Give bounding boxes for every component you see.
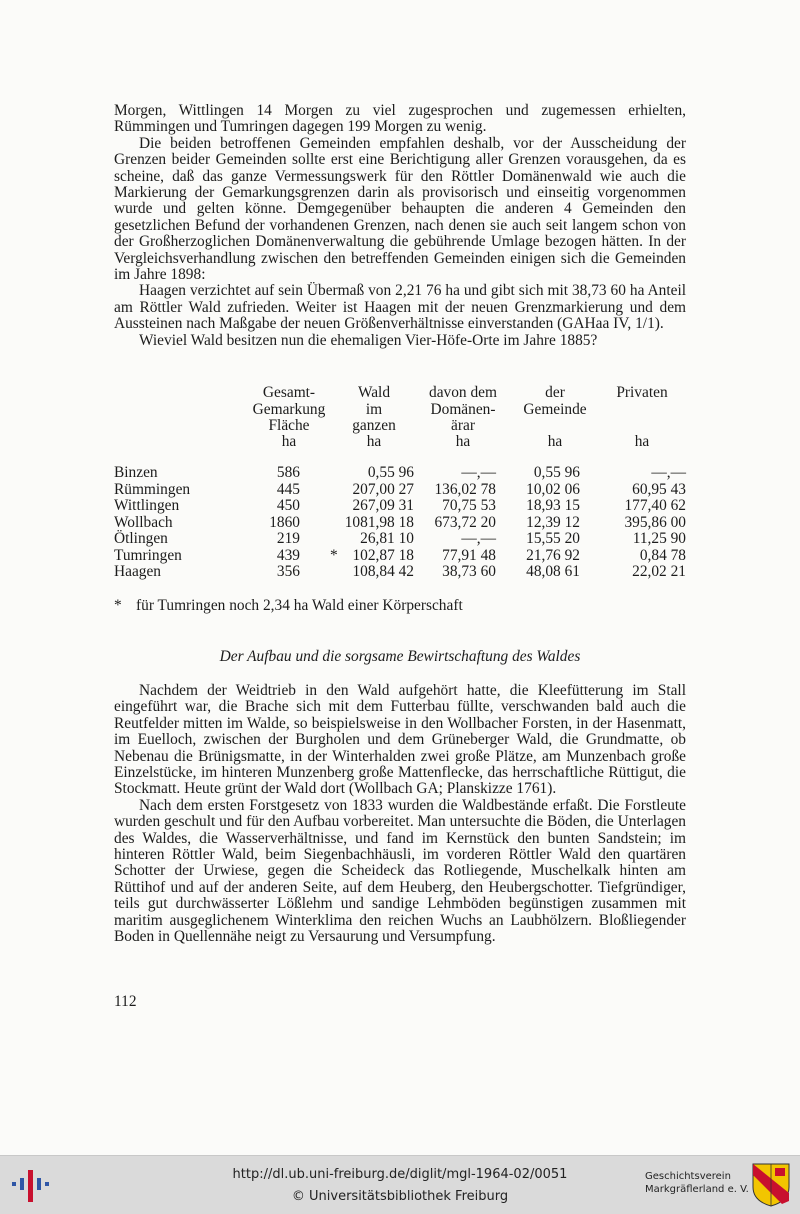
table-row (114, 531, 686, 548)
cell-domaene: 70,75 53 (442, 497, 496, 514)
cell-gemeinde: 15,55 20 (526, 530, 580, 547)
table-row (114, 482, 686, 499)
cell-total: 439 (276, 546, 300, 564)
society-name-line1: Geschichtsverein (645, 1171, 731, 1182)
intro-paragraph: Morgen, Wittlingen 14 Morgen zu viel zugesprochen und zugemessen erhielten, Rümmingen und Tumringen dagegen 199 Morgen zu wenig. (114, 102, 686, 136)
header-wald: Wald im ganzen (352, 384, 396, 434)
body-paragraph: Nach dem ersten Forstgesetz von 1833 wurden die Waldbestände erfaßt. Die Forstleute wurden geschult und für den Aufbau vorbereitet. Man untersuchte die Böden, die Unterlagen des Waldes, die Wasserverhältnisse, und fand im Kernstück den bunten Sandstein; im hinteren Röttler Wald, beim Siegenbachhäusli, im vorderen Röttler Wald den quartären Schotter der Urwiese, gegen die Scheideck das Rotliegende, Muschelkalk hinten am Rüttihof und auf der anderen Seite, auf dem Heuberg, den Heubergschotter. Tiefgründiger, teils gut durchwässerter Lößlehm und sandige Lehmböden begünstigen zusammen mit maritim ausgeglichenem Winterklima den reichen Wuchs an Laubhölzern. Bloßliegender Boden in Quellennähe neigt zu Versaurung und Versumpfung. (114, 796, 686, 946)
table-row (114, 498, 686, 515)
unit-label: ha (547, 433, 563, 450)
cell-wald: 267,09 31 (352, 497, 414, 514)
cell-total: 586 (276, 464, 300, 481)
document-url-link[interactable]: http://dl.ub.uni-freiburg.de/diglit/mgl-1964-02/0051 (232, 1167, 568, 1182)
cell-total: 1860 (269, 513, 300, 531)
cell-domaene: 136,02 78 (434, 480, 496, 498)
cell-privat: 60,95 43 (632, 480, 686, 498)
cell-domaene: —,— (461, 530, 496, 547)
cell-privat: 395,86 00 (624, 513, 686, 531)
section-heading: Der Aufbau und die sorgsame Bewirtschaftung des Waldes (219, 648, 581, 665)
cell-total: 445 (276, 480, 300, 498)
row-name: Binzen (114, 464, 158, 481)
unit-label: ha (455, 433, 471, 450)
intro-question: Wieviel Wald besitzen nun die ehemaligen Vier-Höfe-Orte im Jahre 1885? (139, 331, 598, 349)
header-privaten: Privaten (616, 384, 668, 401)
cell-domaene: 77,91 48 (442, 546, 496, 564)
cell-wald: 207,00 27 (352, 480, 414, 498)
table-row (114, 564, 686, 581)
page-number: 112 (114, 993, 137, 1010)
society-name (645, 1170, 749, 1196)
intro-paragraph: Haagen verzichtet auf sein Übermaß von 2,21 76 ha und gibt sich mit 38,73 60 ha Anteil am Röttler Wald zufrieden. Weiter ist Haagen mit der neuen Grenzmarkierung und dem Aussteinen nach Maßgabe der neuen Größenverhältnisse einverstanden (GAHaa IV, 1/1). (114, 282, 686, 333)
cell-total: 356 (276, 563, 300, 580)
section-body (114, 683, 686, 946)
row-name: Wittlingen (114, 497, 180, 514)
unit-label: ha (281, 433, 297, 450)
footnote-mark: * (330, 546, 338, 564)
cell-gemeinde: 12,39 12 (526, 513, 580, 531)
header-gemeinde: der Gemeinde (523, 384, 587, 418)
row-name: Tumringen (114, 546, 182, 564)
row-name: Rümmingen (114, 480, 191, 498)
viewer-footer (0, 1155, 800, 1214)
header-gesamt: Gesamt- Gemarkung Fläche (252, 384, 326, 434)
cell-wald: 1081,98 18 (344, 513, 414, 531)
cell-domaene: —,— (461, 464, 496, 481)
cell-privat: —,— (651, 464, 686, 481)
table-body (114, 465, 686, 581)
cell-privat: 11,25 90 (632, 530, 686, 547)
copyright-text: © Universitätsbibliothek Freiburg (291, 1189, 509, 1204)
body-paragraph: Nachdem der Weidtrieb in den Wald aufgehört hatte, die Kleefütterung im Stall eingeführt war, die Brache sich mit dem Futterbau füllte, verschwanden bald auch die Reutfelder mitten im Walde, so beispielsweise in den Wollbacher Forsten, in der Hasenmatt, im Euelloch, zwischen der Burgholen und dem Grüneberger Wald, die Grundmatte, ob Nebenau die Brünigsmatte, in der Winterhalden zwei große Plätze, am Munzenbach große Einzelstücke, im hinteren Munzenberg große Mattenflecke, das herrschaftliche Rüttigut, die Stockmatt. Heute grünt der Wald dort (Wollbach GA; Planskizze 1761). (114, 682, 686, 798)
cell-privat: 0,84 78 (639, 546, 686, 564)
cell-privat: 22,02 21 (632, 563, 686, 580)
table-row (114, 515, 686, 532)
cell-wald: 26,81 10 (360, 530, 414, 547)
cell-wald: 108,84 42 (352, 563, 414, 580)
cell-gemeinde: 48,08 61 (526, 563, 580, 580)
cell-domaene: 673,72 20 (434, 513, 496, 531)
intro-text (114, 103, 686, 349)
footnote-mark: * (114, 597, 122, 614)
cell-wald: 102,87 18 (352, 546, 414, 564)
intro-paragraph: Die beiden betroffenen Gemeinden empfahlen deshalb, vor der Ausscheidung der Grenzen beider Gemeinden sollte erst eine Berichtigung aller Grenzen vorausgehen, da es scheine, daß das ganze Vermessungswerk für den Röttler Domänenwald wie auch die Markierung der Gemarkungsgrenzen darin als provisorisch und einseitig vorgenommen wurde und gelten könne. Demgegenüber behaupten die anderen 4 Gemeinden den gesetzlichen Befund der vorhandenen Grenzen, nach denen sie auch seit langem schon von der Großherzoglichen Domänenverwaltung die gebührende Umlage bezogen hätten. In der Vergleichsverhandlung zwischen den betreffenden Gemeinden einigen sich die Gemeinden im Jahre 1898: (114, 134, 686, 284)
row-name: Haagen (114, 563, 161, 580)
table-row (114, 548, 686, 565)
table-footnote (114, 597, 463, 615)
cell-domaene: 38,73 60 (442, 563, 496, 580)
society-name-line2: Markgräflerland e. V. (645, 1184, 749, 1195)
unit-label: ha (634, 433, 650, 450)
header-domaene: davon dem Domänen- ärar (429, 384, 497, 434)
coat-of-arms-icon (752, 1163, 790, 1207)
table-row (114, 465, 686, 482)
cell-total: 219 (276, 530, 300, 547)
cell-wald: 0,55 96 (367, 464, 414, 481)
footnote-text: für Tumringen noch 2,34 ha Wald einer Körperschaft (136, 597, 463, 614)
cell-gemeinde: 21,76 92 (526, 546, 580, 564)
cell-gemeinde: 0,55 96 (533, 464, 580, 481)
row-name: Wollbach (114, 513, 173, 531)
cell-gemeinde: 18,93 15 (526, 497, 580, 514)
cell-gemeinde: 10,02 06 (526, 480, 580, 498)
unit-label: ha (366, 433, 382, 450)
table-header (114, 385, 686, 455)
row-name: Ötlingen (114, 530, 168, 547)
cell-total: 450 (276, 497, 300, 514)
cell-privat: 177,40 62 (624, 497, 686, 514)
